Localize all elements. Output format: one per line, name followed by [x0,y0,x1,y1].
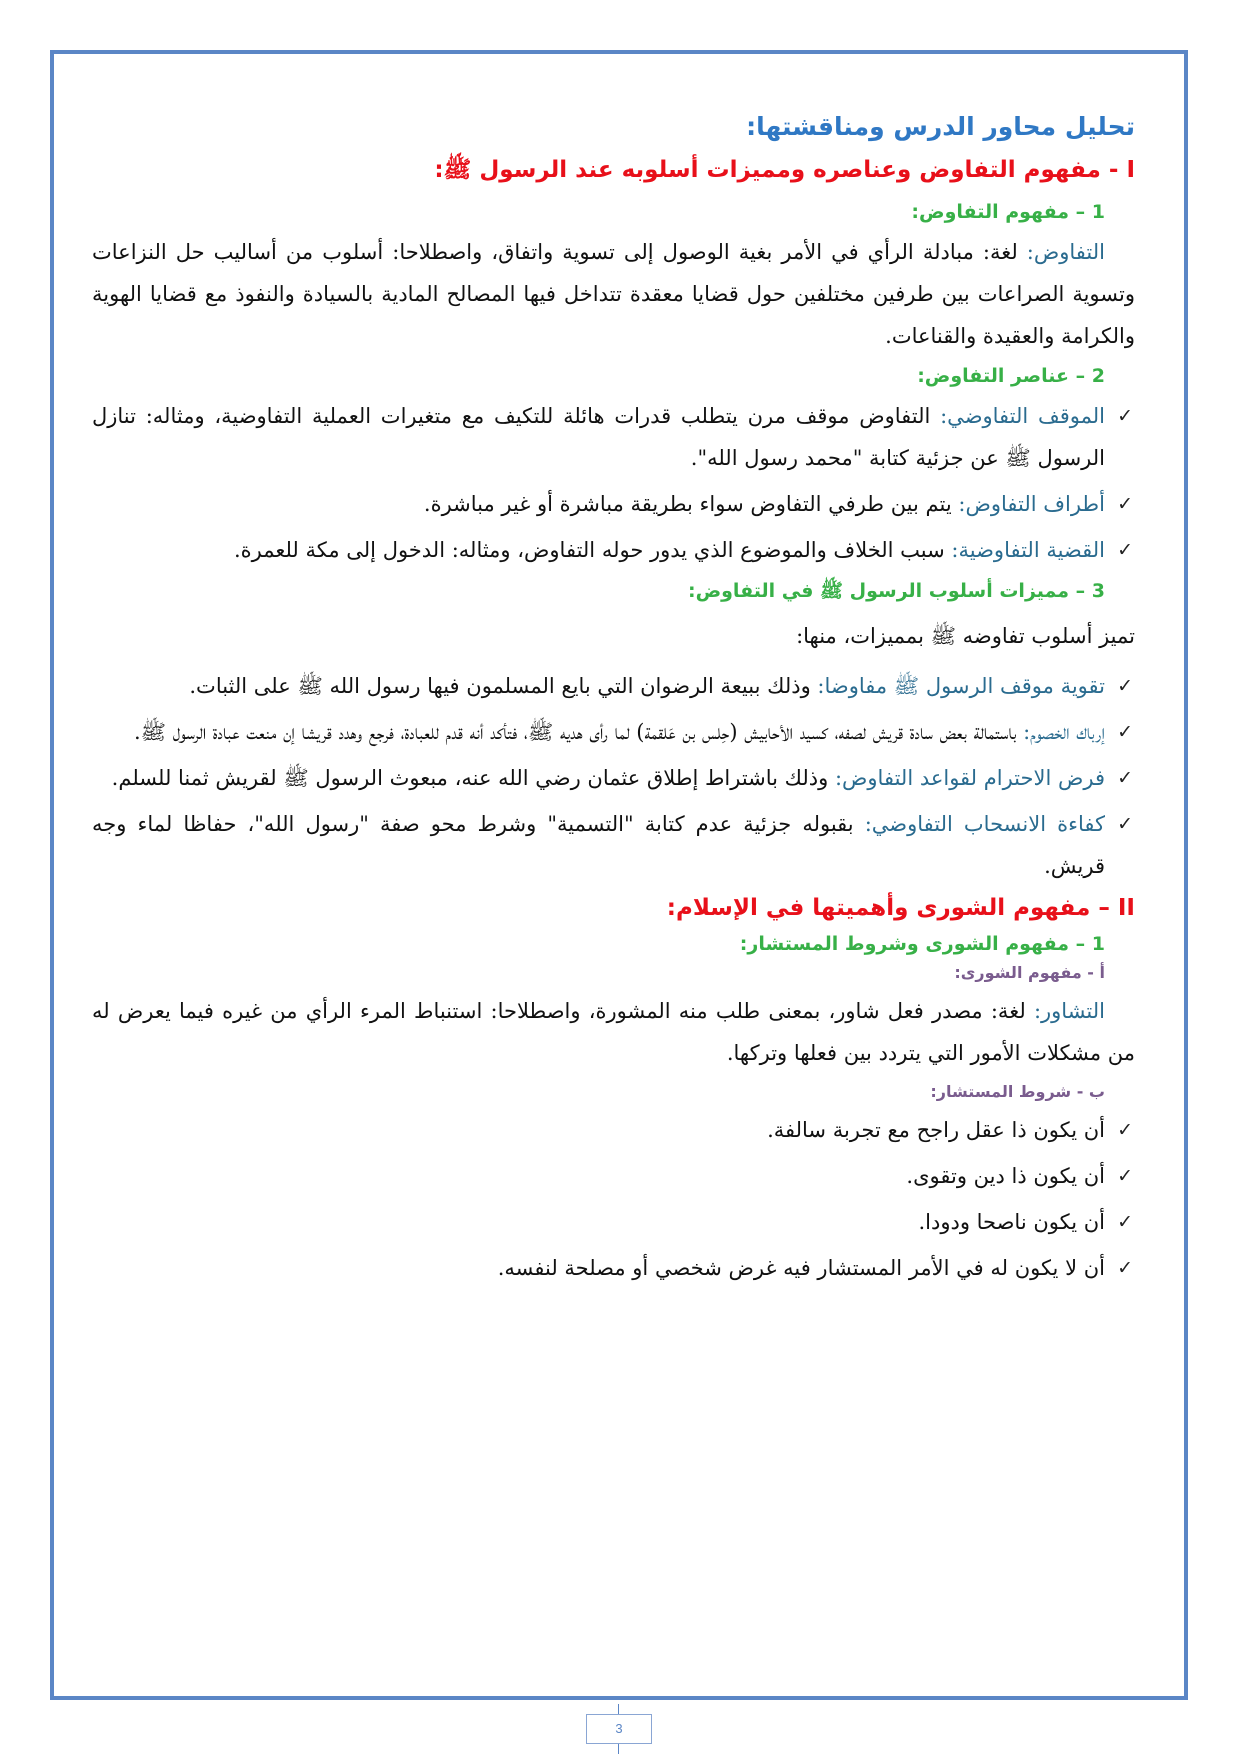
checkmark-icon: ✓ [1117,767,1133,789]
item-term: كفاءة الانسحاب التفاوضي: [864,812,1105,836]
list-item [92,1109,1135,1151]
item-text: بقبوله جزئية عدم كتابة "التسمية" وشرط محو صفة "رسول الله"، حفاظا لماء وجه قريش. [92,812,1105,878]
page-number-connector [618,1704,619,1714]
item-text: وذلك ببيعة الرضوان التي بايع المسلمون فيها رسول الله ﷺ على الثبات. [189,674,818,698]
advisor-conditions-list [92,1109,1135,1289]
item-text: أن لا يكون له في الأمر المستشار فيه غرض شخصي أو مصلحة لنفسه. [497,1256,1105,1280]
checkmark-icon: ✓ [1117,493,1133,515]
checkmark-icon: ✓ [1117,1211,1133,1233]
list-item [92,395,1135,479]
item-term: القضية التفاوضية: [951,538,1105,562]
checkmark-icon: ✓ [1117,539,1133,561]
shura-concept-heading: 1 – مفهوم الشورى وشروط المستشار: [739,933,1105,955]
item-text: باستمالة بعض سادة قريش لصفه، كسيد الأحابيش (حِلس بن عَلقمة) لما رأى هديه ﷺ، فتأكد أنه قدم للعبادة، فرجع وهدد قريشا إن منعت عبادة الرسول ﷺ. [133,720,1024,744]
section-2-heading: II – مفهوم الشورى وأهميتها في الإسلام: [666,895,1135,921]
prophet-style-heading: 3 – مميزات أسلوب الرسول ﷺ في التفاوض: [687,580,1105,602]
shura-definition [92,990,1135,1074]
page-number-connector [618,1744,619,1754]
item-term: الموقف التفاوضي: [940,404,1105,428]
list-item [92,711,1135,753]
list-item [92,665,1135,707]
page-title: تحليل محاور الدرس ومناقشتها: [746,112,1135,141]
checkmark-icon: ✓ [1117,675,1133,697]
item-text: سبب الخلاف والموضوع الذي يدور حوله التفاوض، ومثاله: الدخول إلى مكة للعمرة. [233,538,952,562]
item-text: أن يكون ذا عقل راجح مع تجربة سالفة. [767,1118,1105,1142]
checkmark-icon: ✓ [1117,813,1133,835]
item-text: وذلك باشتراط إطلاق عثمان رضي الله عنه، مبعوث الرسول ﷺ لقريش ثمنا للسلم. [111,766,835,790]
advisor-conditions-subheading: ب - شروط المستشار: [930,1082,1105,1101]
prophet-style-intro: تميز أسلوب تفاوضه ﷺ بمميزات، منها: [796,624,1135,648]
list-item [92,1247,1135,1289]
item-text: التفاوض موقف مرن يتطلب قدرات هائلة للتكيف مع متغيرات العملية التفاوضية، ومثاله: تنازل الرسول ﷺ عن جزئية كتابة "محمد رسول الله". [92,404,1105,470]
page-content [92,112,1135,1297]
list-item [92,757,1135,799]
list-item [92,529,1135,571]
checkmark-icon: ✓ [1117,1165,1133,1187]
definition-text: لغة: مبادلة الرأي في الأمر بغية الوصول إلى تسوية واتفاق، واصطلاحا: أسلوب من أساليب حل النزاعات وتسوية الصراعات بين طرفين مختلفين حول قضايا معقدة تتداخل فيها المصالح المادية بالسيادة والنفوذ مع قضايا الهوية والكرامة والعقيدة والقناعات. [92,240,1135,348]
list-item [92,1155,1135,1197]
negotiation-definition [92,231,1135,357]
page-number: 3 [586,1714,652,1744]
item-text: أن يكون ذا دين وتقوى. [906,1164,1105,1188]
negotiation-elements-list [92,395,1135,571]
checkmark-icon: ✓ [1117,405,1133,427]
list-item [92,1201,1135,1243]
term-label: التشاور: [1033,999,1105,1023]
item-text: يتم بين طرفي التفاوض سواء بطريقة مباشرة أو غير مباشرة. [423,492,959,516]
checkmark-icon: ✓ [1117,721,1133,743]
term-label: التفاوض: [1026,240,1105,264]
list-item [92,483,1135,525]
item-term: فرض الاحترام لقواعد التفاوض: [834,766,1105,790]
section-1-heading: I - مفهوم التفاوض وعناصره ومميزات أسلوبه عند الرسول ﷺ: [434,157,1135,183]
negotiation-elements-heading: 2 – عناصر التفاوض: [917,365,1105,387]
shura-definition-subheading: أ - مفهوم الشورى: [954,963,1105,982]
item-text: أن يكون ناصحا ودودا. [918,1210,1105,1234]
prophet-style-list [92,665,1135,887]
negotiation-concept-heading: 1 – مفهوم التفاوض: [911,201,1105,223]
item-term: إرباك الخصوم: [1023,720,1105,744]
definition-text: لغة: مصدر فعل شاور، بمعنى طلب منه المشورة، واصطلاحا: استنباط المرء الرأي من غيره فيما يعرض له من مشكلات الأمور التي يتردد بين فعلها وتركها. [92,999,1135,1065]
list-item [92,803,1135,887]
item-term: تقوية موقف الرسول ﷺ مفاوضا: [817,674,1105,698]
checkmark-icon: ✓ [1117,1119,1133,1141]
item-term: أطراف التفاوض: [958,492,1105,516]
checkmark-icon: ✓ [1117,1257,1133,1279]
